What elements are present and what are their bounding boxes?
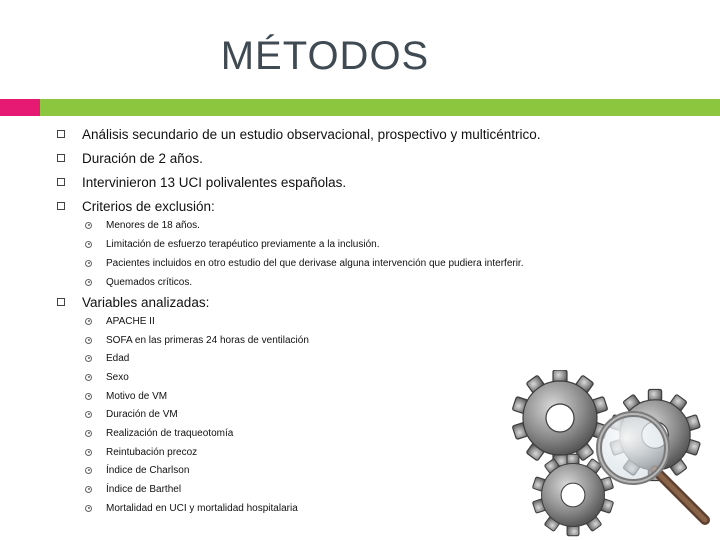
square-bullet-icon — [57, 298, 65, 306]
circle-bullet-icon — [85, 393, 92, 400]
bullet-list: Análisis secundario de un estudio observacional, prospectivo y multicéntrico. Duración de 2 años. Intervinieron 13 UCI polivalentes españolas. Criterios de exclusión: Menores de 18 años. Limitación de esfuerzo terapéutico previamente a la inclusión. Pacientes incluidos en otro estudio del que derivase alguna intervención que pudiera interferir. Quemados críticos. Variables analizadas: APACHE II SOFA en las primeras 24 horas de ventilación Edad Sexo Motivo de VM Duración de VM Realización de traqueotomía Reintubación precoz Índice de Charlson Índice de Barthel Mortalidad en UCI y mortalidad hospitalaria — [0, 0, 720, 540]
square-bullet-icon — [57, 130, 65, 138]
circle-bullet-icon — [85, 260, 92, 267]
circle-bullet-icon — [85, 355, 92, 362]
square-bullet-icon — [57, 202, 65, 210]
circle-bullet-icon — [85, 486, 92, 493]
square-bullet-icon — [57, 178, 65, 186]
slide-title: MÉTODOS — [220, 34, 430, 78]
circle-bullet-icon — [85, 337, 92, 344]
circle-bullet-icon — [85, 374, 92, 381]
square-bullet-icon — [57, 154, 65, 162]
circle-bullet-icon — [85, 318, 92, 325]
circle-bullet-icon — [85, 430, 92, 437]
circle-bullet-icon — [85, 279, 92, 286]
circle-bullet-icon — [85, 222, 92, 229]
circle-bullet-icon — [85, 411, 92, 418]
circle-bullet-icon — [85, 241, 92, 248]
gear-large-icon — [512, 370, 608, 466]
circle-bullet-icon — [85, 449, 92, 456]
circle-bullet-icon — [85, 467, 92, 474]
gears-magnifier-icon — [505, 370, 720, 540]
circle-bullet-icon — [85, 505, 92, 512]
